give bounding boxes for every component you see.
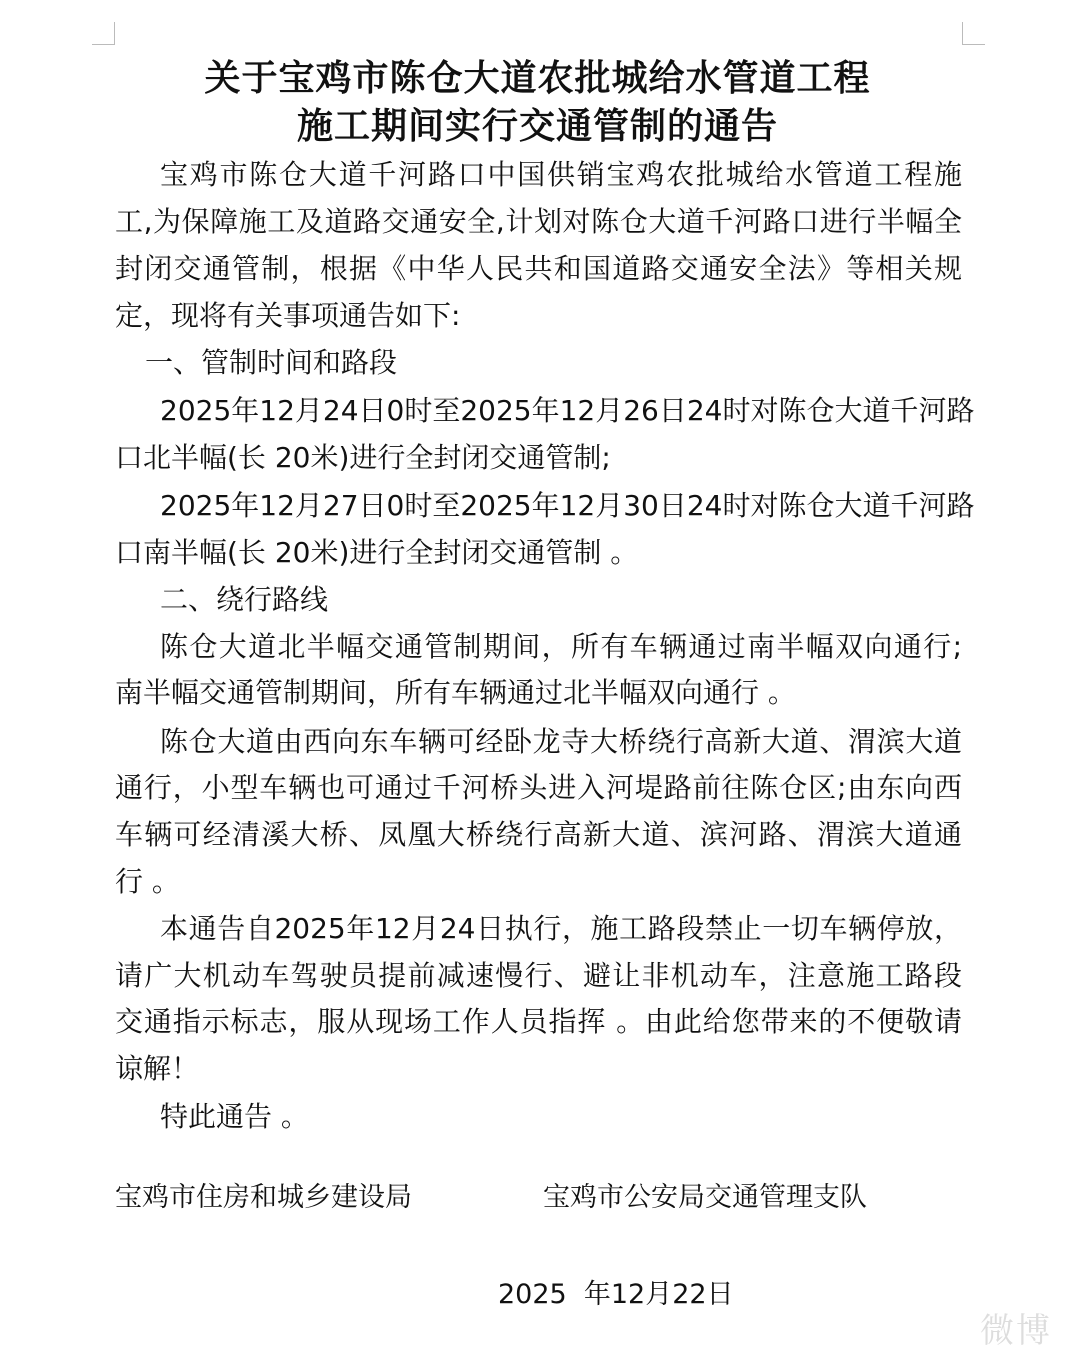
body-line: 交通指示标志，服从现场工作人员指挥 。由此给您带来的不便敬请 <box>115 1005 962 1038</box>
document-title-line-1: 关于宝鸡市陈仓大道农批城给水管道工程 <box>204 58 871 99</box>
body-line: 口南半幅(长 20米)进行全封闭交通管制 。 <box>115 536 639 569</box>
signature-traffic-police: 宝鸡市公安局交通管理支队 <box>543 1182 867 1213</box>
closing-line: 特此通告 。 <box>160 1100 309 1133</box>
watermark: 微博 <box>980 1311 1052 1351</box>
body-line: 封闭交通管制，根据《中华人民共和国道路交通安全法》等相关规 <box>115 252 962 285</box>
body-line: 定，现将有关事项通告如下: <box>115 299 461 332</box>
body-line: 工,为保障施工及道路交通安全,计划对陈仓大道千河路口进行半幅全 <box>115 205 962 238</box>
signature-housing-bureau: 宝鸡市住房和城乡建设局 <box>115 1182 412 1213</box>
body-line: 本通告自2025年12月24日执行，施工路段禁止一切车辆停放， <box>160 912 962 945</box>
body-line: 行 。 <box>115 865 180 898</box>
body-line: 2025年12月27日0时至2025年12月30日24时对陈仓大道千河路 <box>160 489 975 522</box>
document-title-line-2: 施工期间实行交通管制的通告 <box>296 106 778 147</box>
crop-mark-top-right <box>962 22 985 45</box>
body-line: 通行，小型车辆也可通过千河桥头进入河堤路前往陈仓区;由东向西 <box>115 771 962 804</box>
body-line: 口北半幅(长 20米)进行全封闭交通管制; <box>115 441 611 474</box>
issue-date: 2025 年12月22日 <box>498 1279 734 1310</box>
body-line: 2025年12月24日0时至2025年12月26日24时对陈仓大道千河路 <box>160 394 975 427</box>
section-heading-2: 二、绕行路线 <box>160 583 329 616</box>
body-line: 陈仓大道由西向东车辆可经卧龙寺大桥绕行高新大道、渭滨大道 <box>160 725 962 758</box>
body-line: 车辆可经清溪大桥、凤凰大桥绕行高新大道、滨河路、渭滨大道通 <box>115 818 962 851</box>
body-line: 南半幅交通管制期间，所有车辆通过北半幅双向通行 。 <box>115 676 796 709</box>
body-line: 陈仓大道北半幅交通管制期间，所有车辆通过南半幅双向通行; <box>160 630 962 663</box>
body-line: 请广大机动车驾驶员提前减速慢行、避让非机动车，注意施工路段 <box>115 959 962 992</box>
crop-mark-top-left <box>92 22 115 45</box>
body-line: 谅解！ <box>115 1052 200 1085</box>
section-heading-1: 一、管制时间和路段 <box>145 346 398 379</box>
body-line: 宝鸡市陈仓大道千河路口中国供销宝鸡农批城给水管道工程施 <box>160 158 962 191</box>
